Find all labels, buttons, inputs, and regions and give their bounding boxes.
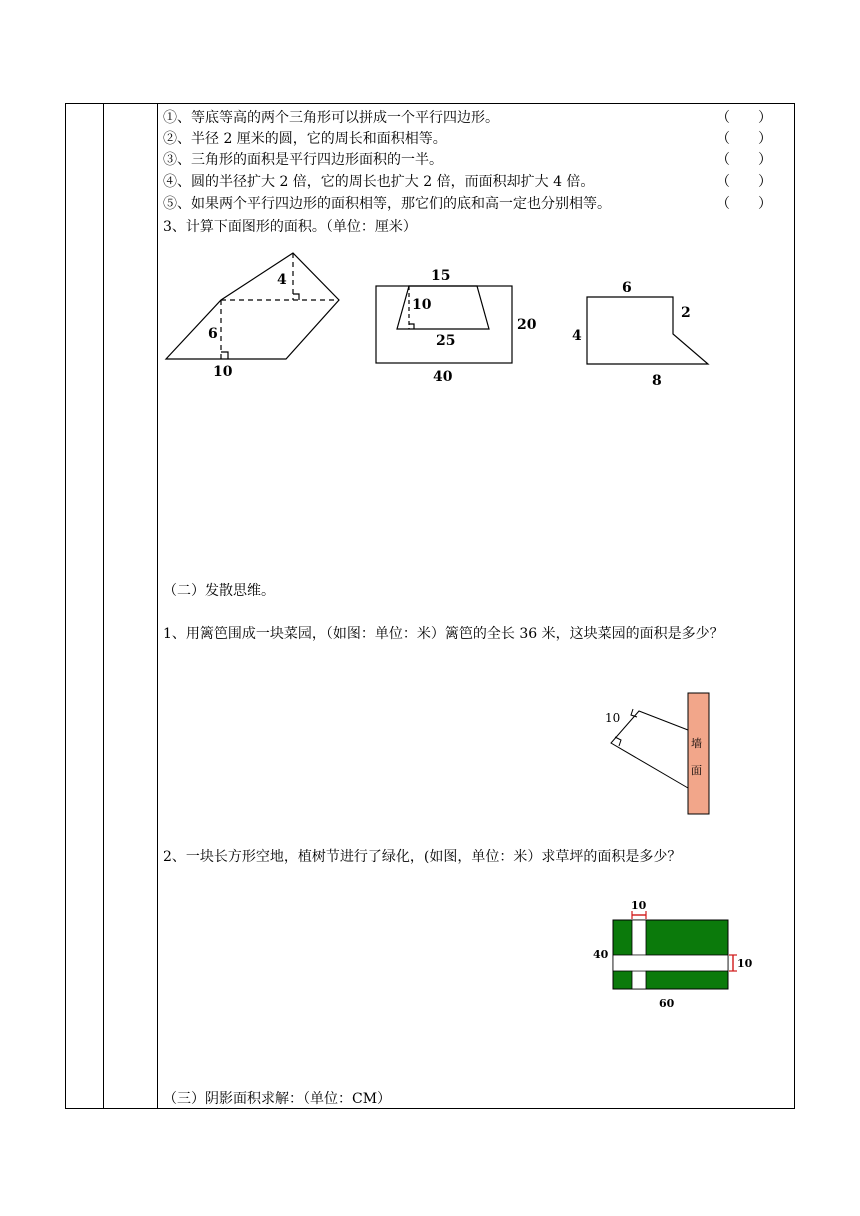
fence-outline bbox=[611, 711, 688, 788]
label-rectangle-width: 40 bbox=[433, 369, 453, 385]
label-road-width-h: 10 bbox=[737, 957, 753, 970]
figure-rectangle-trapezoid bbox=[376, 286, 512, 363]
label-height: 40 bbox=[593, 948, 609, 961]
label-rectangle-height: 20 bbox=[517, 317, 537, 333]
lawn bbox=[613, 920, 728, 989]
label-road-width-v: 10 bbox=[631, 899, 647, 912]
question-3-title: 3、计算下面图形的面积。（单位：厘米） bbox=[163, 219, 417, 235]
judgment-item-3: ③、三角形的面积是平行四边形面积的一半。 （ ） bbox=[163, 152, 772, 168]
label-trapezoid-height: 10 bbox=[412, 297, 432, 313]
vertical-road bbox=[632, 920, 646, 989]
answer-blank[interactable]: （ ） bbox=[716, 196, 772, 212]
question-fence: 1、用篱笆围成一块菜园，（如图：单位：米）篱笆的全长 36 米，这块菜园的面积是多少？ bbox=[163, 626, 724, 642]
answer-blank[interactable]: （ ） bbox=[716, 174, 772, 190]
answer-blank[interactable]: （ ） bbox=[716, 152, 772, 168]
column-divider bbox=[103, 104, 104, 1108]
label-width: 60 bbox=[659, 997, 675, 1010]
label-left: 4 bbox=[572, 328, 582, 344]
label-base: 10 bbox=[213, 364, 233, 380]
wall-label-1: 墙 bbox=[691, 737, 702, 750]
figure-triangle-parallelogram bbox=[166, 253, 339, 359]
horizontal-road bbox=[613, 955, 728, 971]
answer-blank[interactable]: （ ） bbox=[716, 110, 772, 126]
column-divider bbox=[157, 104, 158, 1108]
label-parallelogram-height: 6 bbox=[208, 326, 218, 342]
answer-blank[interactable]: （ ） bbox=[716, 131, 772, 147]
label-notch: 2 bbox=[681, 305, 691, 321]
section-3-title: （三）阴影面积求解：（单位：CM） bbox=[163, 1091, 392, 1107]
label-top: 6 bbox=[622, 280, 632, 296]
judgment-item-1: ①、等底等高的两个三角形可以拼成一个平行四边形。 （ ） bbox=[163, 110, 772, 126]
fence-figure bbox=[601, 691, 716, 816]
area-figures bbox=[163, 248, 723, 388]
lawn-figure bbox=[591, 893, 761, 1018]
label-triangle-height: 4 bbox=[277, 272, 287, 288]
label-fence-side: 10 bbox=[605, 711, 621, 725]
label-trapezoid-bottom: 25 bbox=[436, 333, 456, 349]
judgment-item-4: ④、圆的半径扩大 2 倍，它的周长也扩大 2 倍，而面积却扩大 4 倍。 （ ） bbox=[163, 174, 772, 190]
wall-label-2: 面 bbox=[691, 764, 702, 777]
label-bottom: 8 bbox=[652, 373, 662, 388]
label-trapezoid-top: 15 bbox=[431, 268, 451, 284]
judgment-item-5: ⑤、如果两个平行四边形的面积相等，那它们的底和高一定也分别相等。 （ ） bbox=[163, 196, 772, 212]
question-lawn: 2、一块长方形空地，植树节进行了绿化，(如图，单位：米）求草坪的面积是多少？ bbox=[163, 849, 682, 865]
wall bbox=[688, 693, 709, 814]
judgment-item-2: ②、半径 2 厘米的圆，它的周长和面积相等。 （ ） bbox=[163, 131, 772, 147]
section-2-title: （二）发散思维。 bbox=[163, 583, 275, 599]
